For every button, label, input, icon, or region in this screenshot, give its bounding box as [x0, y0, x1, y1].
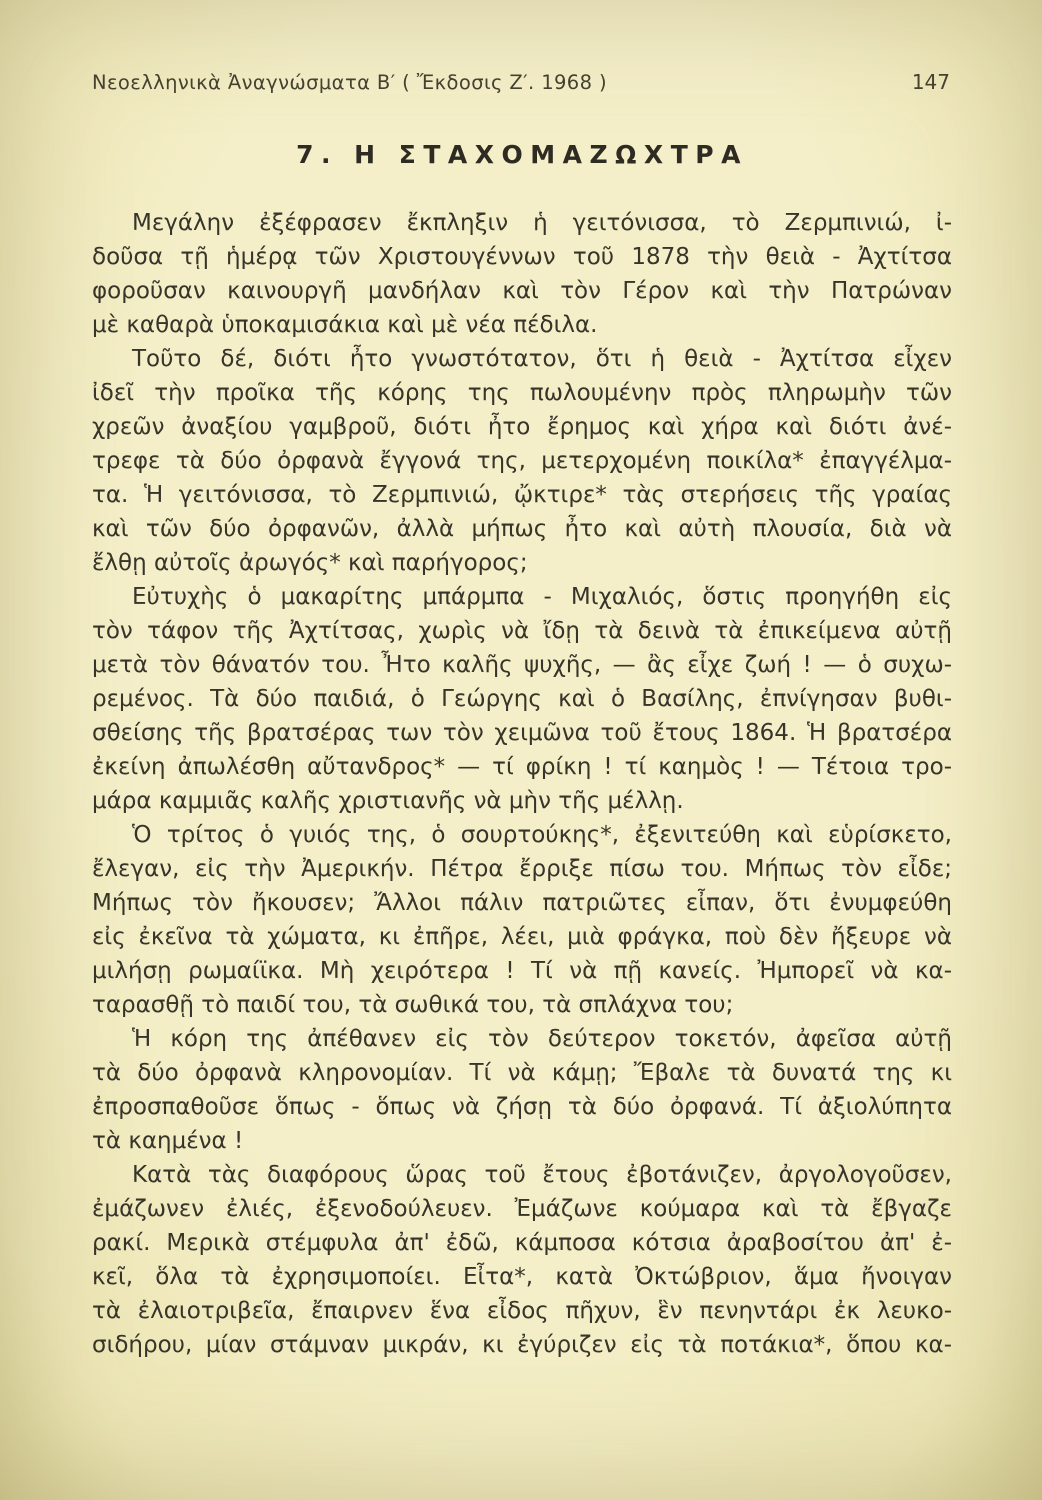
text-line: Μεγάλην ἐξέφρασεν ἔκπληξιν ἡ γειτόνισσα, τὸ Ζερμπινιώ, ἰ- [132, 210, 952, 236]
text-line: Εὐτυχὴς ὁ μακαρίτης μπάρμπα - Μιχαλιός, ὅστις προηγήθη εἰς [132, 584, 952, 610]
text-line: ἔλθῃ αὐτοῖς ἀρωγός* καὶ παρήγορος; [92, 550, 528, 576]
text-line: Ὁ τρίτος ὁ γυιός της, ὁ σουρτούκης*, ἐξενιτεύθη καὶ εὑρίσκετο, [132, 822, 952, 848]
text-line: ταρασθῇ τὸ παιδί του, τὰ σωθικά του, τὰ σπλάχνα του; [92, 992, 734, 1018]
text-line: μάρα καμμιᾶς καλῆς χριστιανῆς νὰ μὴν τῆς μέλλῃ. [92, 788, 684, 814]
paragraph [92, 342, 952, 580]
paragraph [92, 580, 952, 818]
text-line: ἐκείνη ἀπωλέσθη αὔτανδρος* — τί φρίκη ! τί καημὸς ! — Τέτοια τρο- [92, 754, 952, 780]
text-line: μιλήσῃ ρωμαίϊκα. Μὴ χειρότερα ! Τί νὰ πῇ κανείς. Ἠμπορεῖ νὰ κα- [92, 958, 952, 984]
text-line: καὶ τῶν δύο ὀρφανῶν, ἀλλὰ μήπως ἦτο καὶ αὐτὴ πλουσία, διὰ νὰ [92, 516, 952, 542]
text-line: ρεμένος. Τὰ δύο παιδιά, ὁ Γεώργης καὶ ὁ Βασίλης, ἐπνίγησαν βυθι- [92, 686, 952, 712]
text-line: ἔλεγαν, εἰς τὴν Ἀμερικήν. Πέτρα ἔρριξε πίσω του. Μήπως τὸν εἶδε; [92, 856, 952, 882]
text-line: δοῦσα τῇ ἡμέρᾳ τῶν Χριστουγέννων τοῦ 1878 τὴν θειὰ - Ἀχτίτσα [92, 244, 952, 270]
paragraph [92, 818, 952, 1022]
text-line: μετὰ τὸν θάνατόν του. Ἦτο καλῆς ψυχῆς, — ἂς εἶχε ζωή ! — ὁ συχω- [92, 652, 952, 678]
text-line: ἐμάζωνεν ἐλιές, ἐξενοδούλευεν. Ἐμάζωνε κούμαρα καὶ τὰ ἔβγαζε [92, 1196, 952, 1222]
text-line: τὰ ἐλαιοτριβεῖα, ἔπαιρνεν ἕνα εἶδος πῆχυν, ἓν πενηντάρι ἐκ λευκο- [92, 1298, 952, 1324]
page-header [92, 70, 952, 94]
running-title: Νεοελληνικὰ Ἀναγνώσματα Β′ ( Ἔκδοσις Ζ′. 1968 ) [92, 71, 608, 94]
text-line: σιδήρου, μίαν στάμναν μικράν, κι ἐγύριζεν εἰς τὰ ποτάκια*, ὅπου κα- [92, 1332, 952, 1358]
text-line: τρεφε τὰ δύο ὀρφανὰ ἔγγονά της, μετερχομένη ποικίλα* ἐπαγγέλμα- [92, 448, 952, 474]
page-number: 147 [911, 70, 950, 94]
text-line: σθείσης τῆς βρατσέρας των τὸν χειμῶνα τοῦ ἔτους 1864. Ἡ βρατσέρα [92, 720, 952, 746]
text-line: τὰ καημένα ! [92, 1128, 244, 1154]
text-line: ἰδεῖ τὴν προῖκα τῆς κόρης της πωλουμένην πρὸς πληρωμὴν τῶν [92, 380, 952, 406]
text-line: φοροῦσαν καινουργῆ μανδήλαν καὶ τὸν Γέρον καὶ τὴν Πατρώναν [92, 278, 952, 304]
text-line: τα. Ἡ γειτόνισσα, τὸ Ζερμπινιώ, ᾤκτιρε* τὰς στερήσεις τῆς γραίας [92, 482, 952, 508]
text-line: Τοῦτο δέ, διότι ἦτο γνωστότατον, ὅτι ἡ θειὰ - Ἀχτίτσα εἶχεν [132, 346, 952, 372]
text-line: Κατὰ τὰς διαφόρους ὥρας τοῦ ἔτους ἐβοτάνιζεν, ἀργολογοῦσεν, [132, 1162, 952, 1188]
text-line: χρεῶν ἀναξίου γαμβροῦ, διότι ἦτο ἔρημος καὶ χήρα καὶ διότι ἀνέ- [92, 414, 952, 440]
text-line: κεῖ, ὅλα τὰ ἐχρησιμοποίει. Εἶτα*, κατὰ Ὀκτώβριον, ἅμα ἤνοιγαν [92, 1264, 952, 1290]
text-line: Μήπως τὸν ἤκουσεν; Ἄλλοι πάλιν πατριῶτες εἶπαν, ὅτι ἐνυμφεύθη [92, 890, 952, 916]
paragraph [92, 1158, 952, 1362]
paragraph [92, 1022, 952, 1158]
paragraph [92, 206, 952, 342]
text-line: μὲ καθαρὰ ὑποκαμισάκια καὶ μὲ νέα πέδιλα. [92, 312, 598, 338]
text-line: ρακί. Μερικὰ στέμφυλα ἀπ' ἐδῶ, κάμποσα κότσια ἀραβοσίτου ἀπ' ἐ- [92, 1230, 952, 1256]
text-line: τὰ δύο ὀρφανὰ κληρονομίαν. Τί νὰ κάμῃ; Ἔβαλε τὰ δυνατά της κι [92, 1060, 952, 1086]
text-line: εἰς ἐκεῖνα τὰ χώματα, κι ἐπῆρε, λέει, μιὰ φράγκα, ποὺ δὲν ἤξευρε νὰ [92, 924, 952, 950]
body-text [92, 206, 952, 1362]
text-line: ἐπροσπαθοῦσε ὅπως - ὅπως νὰ ζήσῃ τὰ δύο ὀρφανά. Τί ἀξιολύπητα [92, 1094, 952, 1120]
text-line: τὸν τάφον τῆς Ἀχτίτσας, χωρὶς νὰ ἴδῃ τὰ δεινὰ τὰ ἐπικείμενα αὐτῇ [92, 618, 952, 644]
chapter-title: 7. Η ΣΤΑΧΟΜΑΖΩΧΤΡΑ [296, 140, 748, 169]
text-line: Ἡ κόρη της ἀπέθανεν εἰς τὸν δεύτερον τοκετόν, ἀφεῖσα αὐτῇ [132, 1026, 952, 1052]
